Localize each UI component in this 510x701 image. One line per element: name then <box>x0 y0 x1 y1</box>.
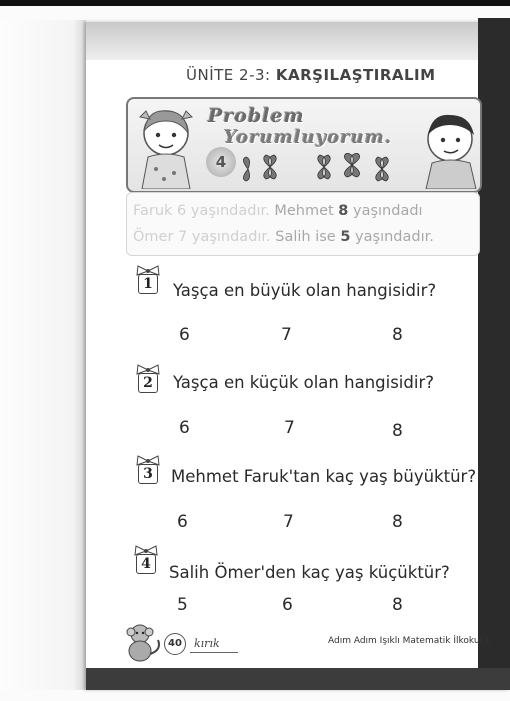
banner-title-line2: Yorumluyorum. <box>224 127 393 148</box>
signature-line <box>190 652 238 653</box>
question-1-text: Yaşça en büyük olan hangisidir? <box>173 281 437 300</box>
question-1-badge <box>130 265 164 297</box>
question-3-option-b[interactable]: 7 <box>283 512 294 532</box>
girl-illustration <box>130 103 204 189</box>
statement-segment: 8 <box>338 203 349 219</box>
question-2-number: 2 <box>138 373 158 393</box>
banner-title-line1: Problem <box>208 105 305 127</box>
previous-page-edge <box>0 20 86 690</box>
question-4-number: 4 <box>136 554 156 574</box>
question-4-option-b[interactable]: 6 <box>282 595 293 615</box>
question-4-option-a[interactable]: 5 <box>177 595 188 615</box>
statement-segment: 5 <box>340 229 351 245</box>
question-1-option-a[interactable]: 6 <box>179 325 190 345</box>
boy-illustration <box>418 109 480 189</box>
statement-segment: Ömer 7 yaşındadır. <box>133 229 271 245</box>
statement-segment: yaşındadır. <box>190 203 270 219</box>
scan-right-strip <box>478 18 510 690</box>
question-1-option-c[interactable]: 8 <box>392 325 403 345</box>
problem-banner <box>126 97 482 193</box>
question-1-option-b[interactable]: 7 <box>281 325 292 345</box>
unit-name: KARŞILAŞTIRALIM <box>275 66 436 84</box>
statement-line-1 <box>133 203 423 219</box>
statement-segment: yaşındadı <box>348 203 423 219</box>
statement-segment: yaşındadır. <box>350 229 434 245</box>
question-2-option-b[interactable]: 7 <box>284 418 295 438</box>
publisher-text: Adım Adım Işıklı Matematik İlkokul 1 <box>328 636 491 646</box>
question-4-badge <box>128 545 162 577</box>
question-1-number: 1 <box>138 274 158 294</box>
problem-statement-box <box>126 192 480 256</box>
banner-number: 4 <box>206 147 236 177</box>
question-2-option-a[interactable]: 6 <box>179 418 190 438</box>
statement-segment: 6 <box>172 203 191 219</box>
question-4-option-c[interactable]: 8 <box>392 595 403 615</box>
question-2-option-c[interactable]: 8 <box>392 421 403 441</box>
statement-segment: Mehmet <box>269 203 339 219</box>
page-number: 40 <box>164 633 186 655</box>
handwritten-signature: kırık <box>194 637 220 650</box>
question-3-text: Mehmet Faruk'tan kaç yaş büyüktür? <box>171 467 477 486</box>
scan-bottom-band <box>86 668 510 690</box>
question-4-text: Salih Ömer'den kaç yaş küçüktür? <box>169 563 450 582</box>
statement-line-2 <box>133 229 434 245</box>
unit-prefix: ÜNİTE 2-3: <box>186 66 271 84</box>
question-3-option-c[interactable]: 8 <box>392 512 403 532</box>
statement-segment: Faruk <box>133 203 173 219</box>
question-2-text: Yaşça en küçük olan hangisidir? <box>173 373 434 392</box>
monkey-mascot-icon <box>118 620 164 664</box>
page-top-shadow <box>86 22 510 60</box>
statement-segment: Salih ise <box>270 229 341 245</box>
question-3-number: 3 <box>138 464 158 484</box>
question-3-badge <box>130 455 164 487</box>
question-2-badge <box>130 364 164 396</box>
butterflies-decoration <box>240 153 410 185</box>
unit-title <box>186 66 436 84</box>
question-3-option-a[interactable]: 6 <box>177 512 188 532</box>
